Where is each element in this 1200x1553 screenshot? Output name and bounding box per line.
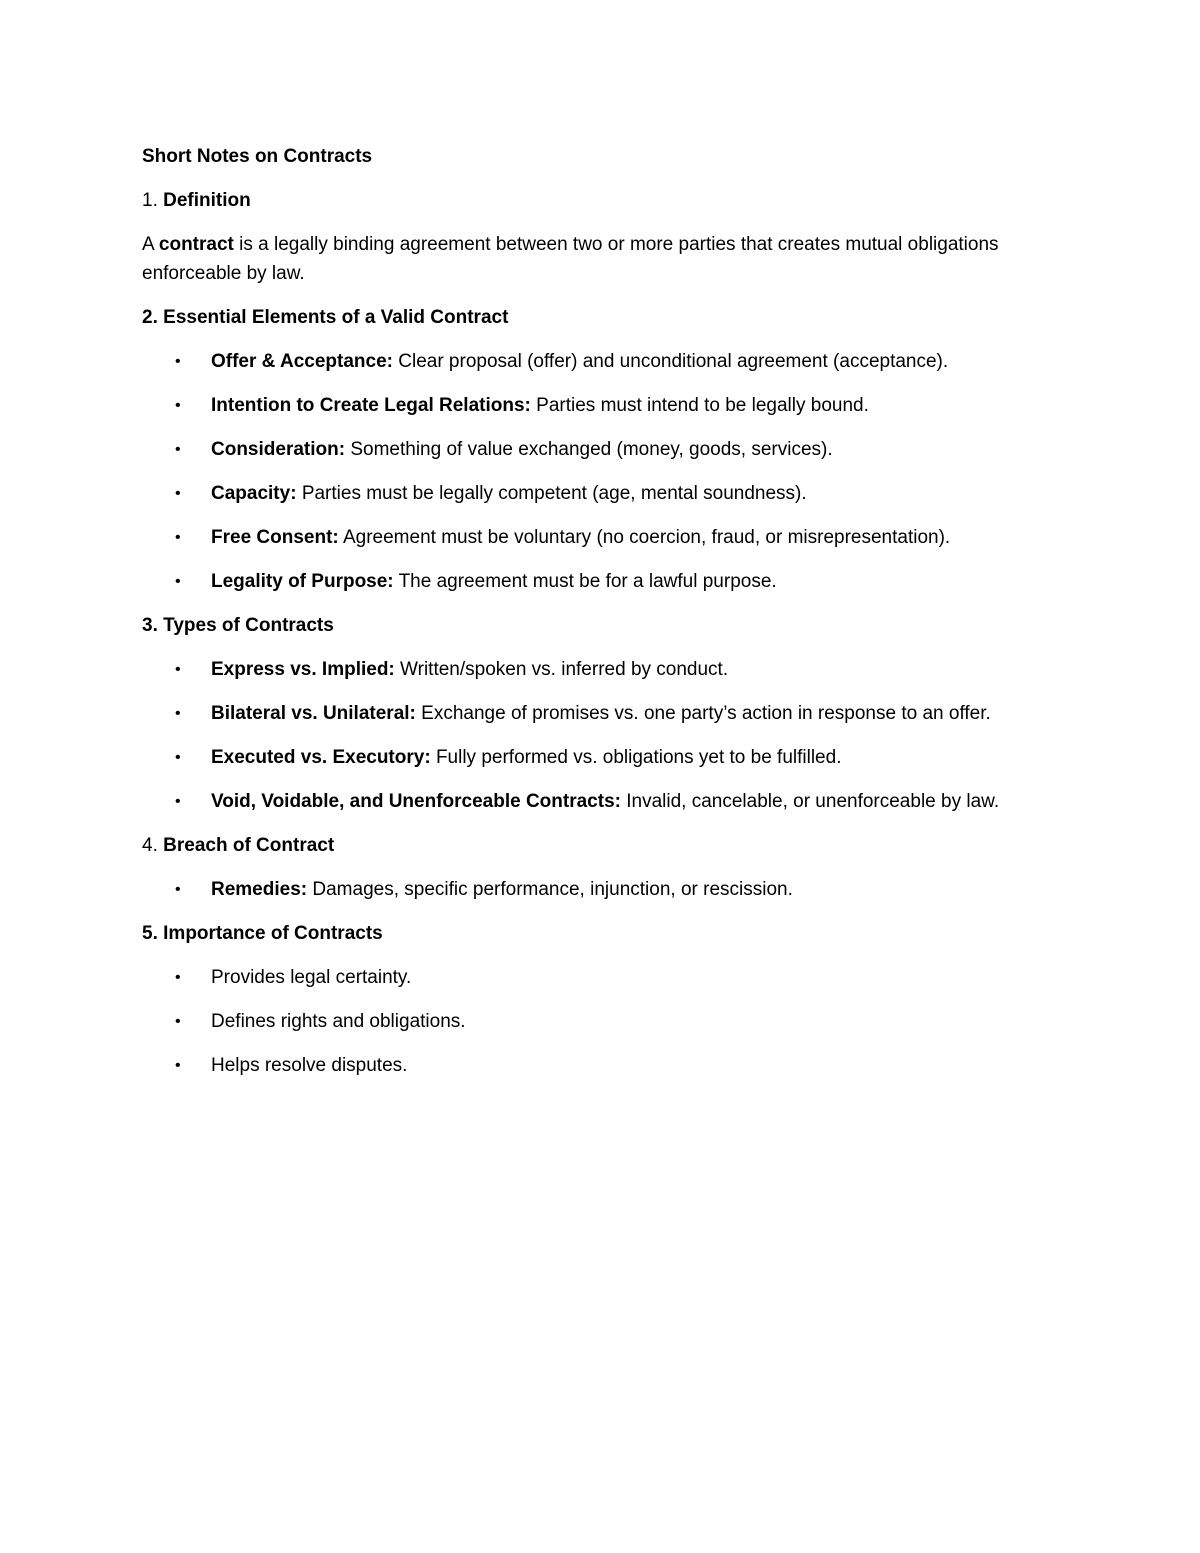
section-number: 1. [142,190,158,211]
item-text: Something of value exchanged (money, goods, services). [350,439,833,460]
bullet-icon: • [175,441,181,458]
bullet-icon: • [175,705,181,722]
item-term: Offer & Acceptance: [211,351,393,372]
section-heading-importance [142,919,1062,948]
item-text: Written/spoken vs. inferred by conduct. [400,659,729,680]
item-term: Bilateral vs. Unilateral: [211,703,416,724]
item-text: Fully performed vs. obligations yet to be fulfilled. [435,747,842,768]
importance-list [142,963,1062,1080]
list-item [142,347,1062,376]
list-item [142,1007,1062,1036]
section-title: Breach of Contract [163,835,335,856]
list-item [142,743,1062,772]
item-term: Remedies: [211,879,308,900]
item-term: Express vs. Implied: [211,659,395,680]
bullet-icon: • [175,881,181,898]
list-item [142,523,1062,552]
bullet-icon: • [175,353,181,370]
paragraph-prefix: A [142,234,154,255]
bullet-icon: • [175,793,181,810]
item-text: Parties must be legally competent (age, mental soundness). [301,483,807,504]
list-item [142,699,1062,728]
item-text: Helps resolve disputes. [211,1055,408,1076]
section-number: 2. [142,307,158,328]
paragraph-text: is a legally binding agreement between two or more parties that creates mutual obligations enforceable by law. [142,234,999,284]
section-title: Essential Elements of a Valid Contract [163,307,509,328]
list-item [142,787,1062,816]
item-text: Agreement must be voluntary (no coercion, fraud, or misrepresentation). [342,527,951,548]
list-item [142,435,1062,464]
bullet-icon: • [175,485,181,502]
types-list [142,655,1062,816]
section-heading-types [142,611,1062,640]
bullet-icon: • [175,1013,181,1030]
definition-paragraph [142,230,1062,288]
list-item [142,875,1062,904]
item-text: Damages, specific performance, injunction, or rescission. [312,879,793,900]
section-title: Importance of Contracts [163,923,383,944]
item-term: Capacity: [211,483,297,504]
section-number: 5. [142,923,158,944]
bullet-icon: • [175,529,181,546]
essential-elements-list [142,347,1062,596]
document-title: Short Notes on Contracts [142,146,373,167]
item-text: Parties must intend to be legally bound. [536,395,869,416]
bullet-icon: • [175,749,181,766]
list-item [142,1051,1062,1080]
bullet-icon: • [175,969,181,986]
section-heading-breach [142,831,1062,860]
section-title: Definition [163,190,251,211]
item-text: Defines rights and obligations. [211,1011,466,1032]
list-item [142,479,1062,508]
paragraph-bold-term: contract [158,234,234,255]
item-text: Invalid, cancelable, or unenforceable by law. [626,791,1000,812]
bullet-icon: • [175,573,181,590]
section-number: 3. [142,615,158,636]
item-term: Executed vs. Executory: [211,747,431,768]
item-term: Void, Voidable, and Unenforceable Contracts: [211,791,621,812]
item-text: Provides legal certainty. [211,967,412,988]
bullet-icon: • [175,1057,181,1074]
list-item [142,963,1062,992]
item-term: Legality of Purpose: [211,571,394,592]
item-term: Intention to Create Legal Relations: [211,395,531,416]
item-text: The agreement must be for a lawful purpose. [398,571,777,592]
item-text: Clear proposal (offer) and unconditional agreement (acceptance). [398,351,949,372]
list-item [142,567,1062,596]
list-item [142,391,1062,420]
bullet-icon: • [175,661,181,678]
item-term: Free Consent: [211,527,339,548]
breach-list [142,875,1062,904]
section-heading-essential-elements [142,303,1062,332]
bullet-icon: • [175,397,181,414]
list-item [142,655,1062,684]
section-heading-definition [142,186,1062,215]
section-title: Types of Contracts [163,615,334,636]
item-term: Consideration: [211,439,346,460]
document-page [142,142,1062,1095]
section-number: 4. [142,835,158,856]
item-text: Exchange of promises vs. one party’s action in response to an offer. [421,703,991,724]
